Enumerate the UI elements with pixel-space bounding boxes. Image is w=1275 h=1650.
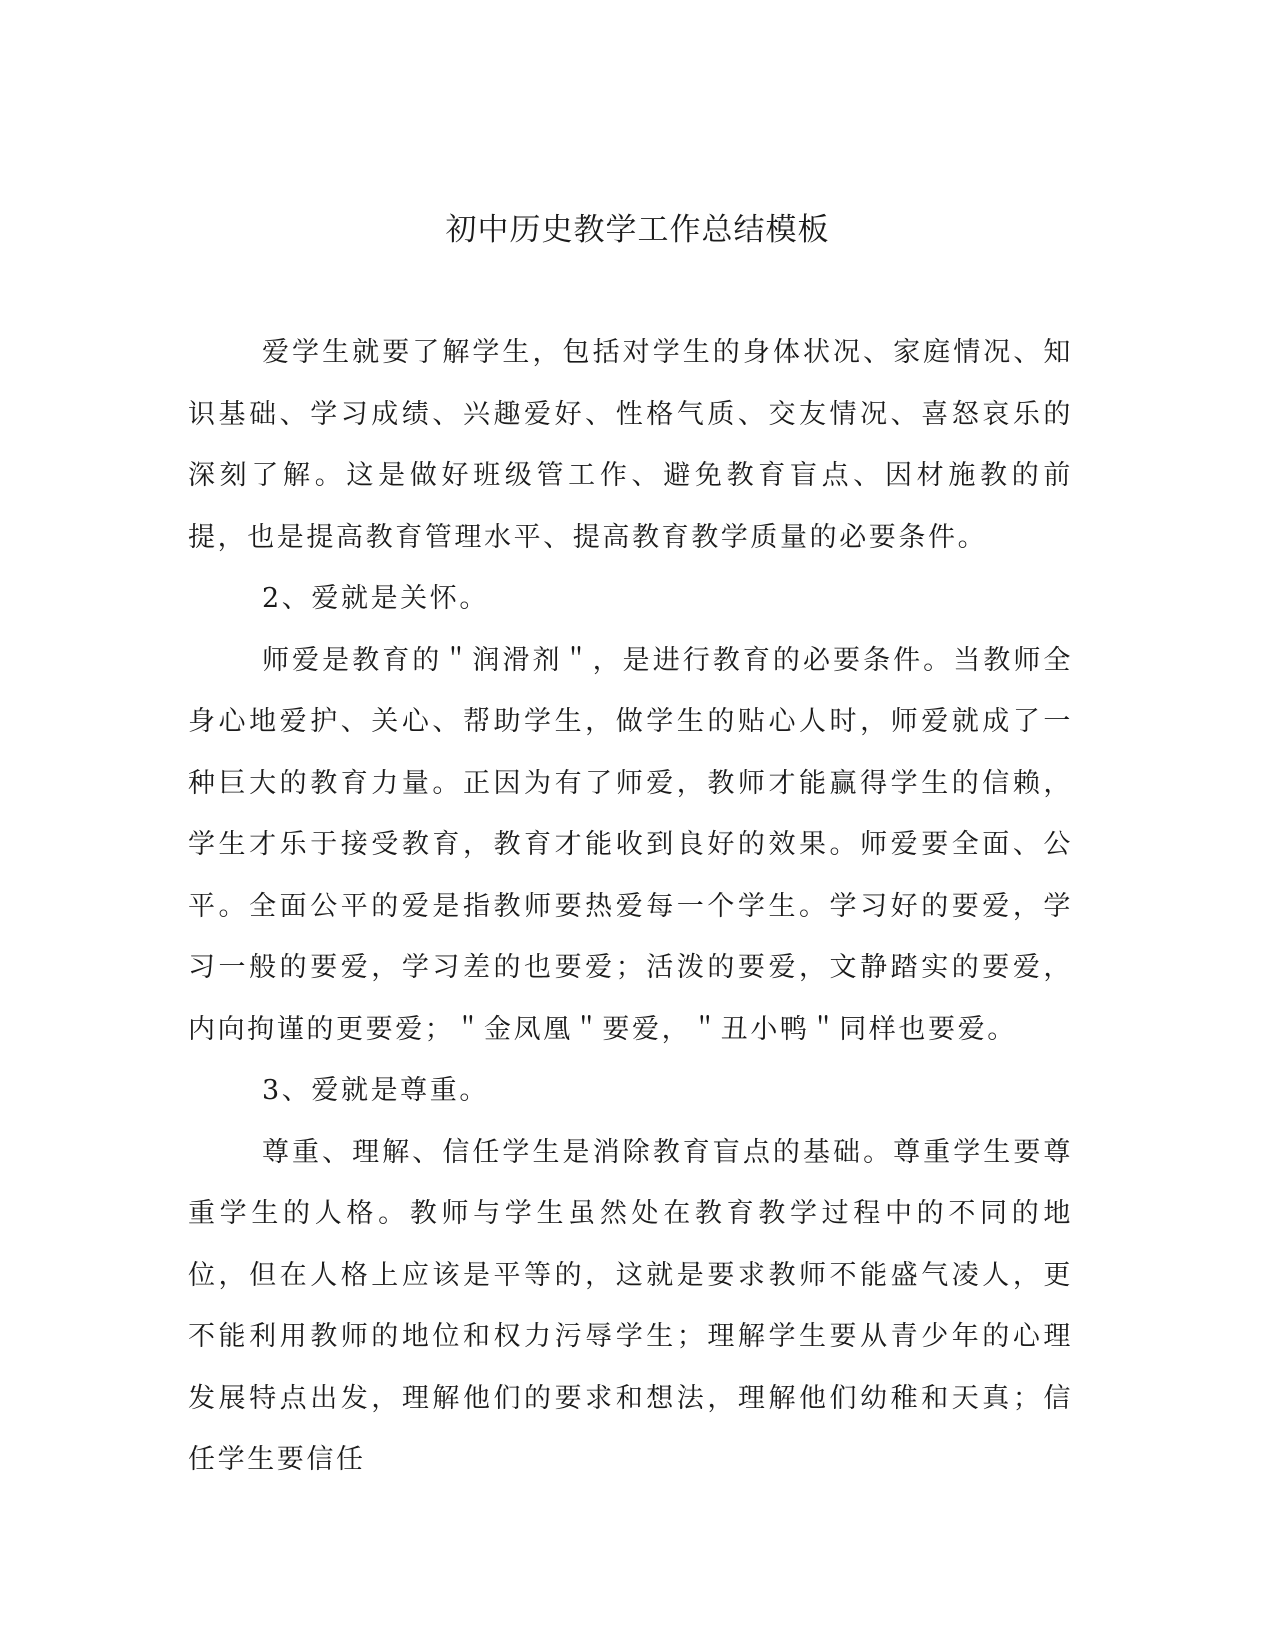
document-title: 初中历史教学工作总结模板 — [445, 212, 830, 248]
paragraph-teacher-love: 师爱是教育的＂润滑剂＂，是进行教育的必要条件。当教师全身心地爱护、关心、帮助学生，做学生的贴心人时，师爱就成了一种巨大的教育力量。正因为有了师爱，教师才能赢得学生的信赖，学生才乐于接受教育，教育才能收到良好的效果。师爱要全面、公平。全面公平的爱是指教师要热爱每一个学生。学习好的要爱，学习一般的要爱，学习差的也要爱；活泼的要爱，文静踏实的要爱，内向拘谨的更要爱；＂金凤凰＂要爱，＂丑小鸭＂同样也要爱。 — [188, 644, 1073, 1045]
paragraph-respect-students: 尊重、理解、信任学生是消除教育盲点的基础。尊重学生要尊重学生的人格。教师与学生虽然处在教育教学过程中的不同的地位，但在人格上应该是平等的，这就是要求教师不能盛气凌人，更不能利用教师的地位和权力污辱学生；理解学生要从青少年的心理发展特点出发，理解他们的要求和想法，理解他们幼稚和天真；信任学生要信任 — [188, 1136, 1073, 1475]
heading-love-is-care: 2、爱就是关怀。 — [262, 583, 489, 614]
paragraph-understand-students: 爱学生就要了解学生，包括对学生的身体状况、家庭情况、知识基础、学习成绩、兴趣爱好、性格气质、交友情况、喜怒哀乐的深刻了解。这是做好班级管工作、避免教育盲点、因材施教的前提，也是提高教育管理水平、提高教育教学质量的必要条件。 — [188, 337, 1073, 553]
document-body — [188, 322, 1073, 1491]
heading-love-is-respect: 3、爱就是尊重。 — [262, 1075, 489, 1106]
